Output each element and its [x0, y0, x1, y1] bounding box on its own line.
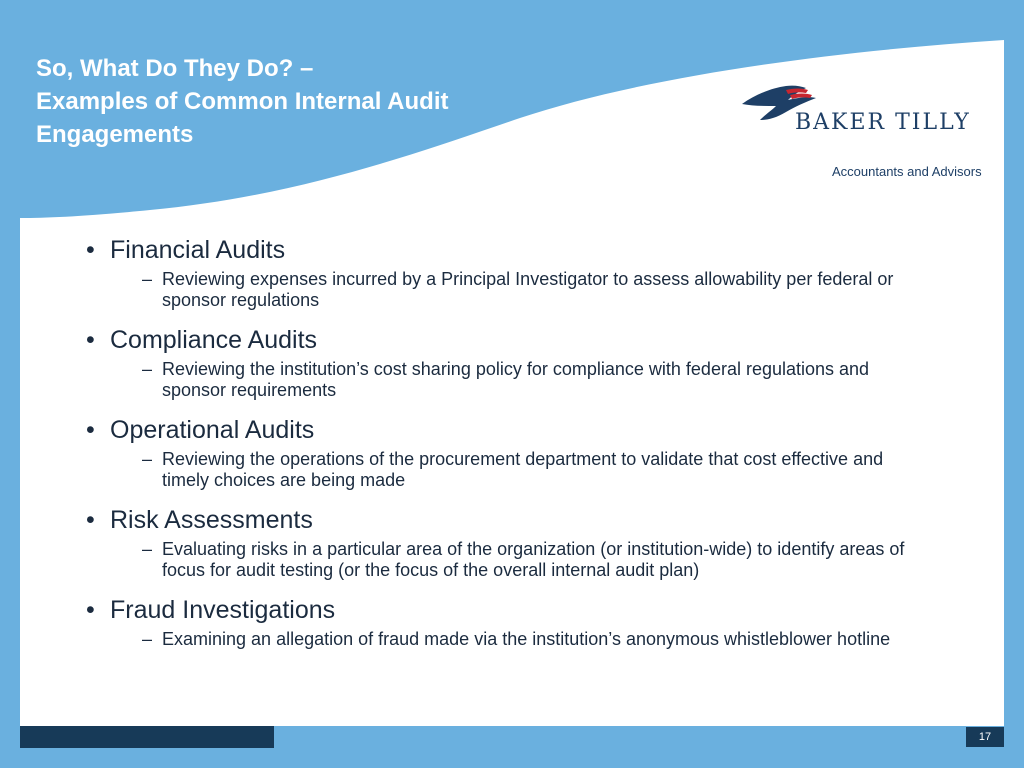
- bullet-label: Operational Audits: [110, 416, 315, 444]
- title-line-3: Engagements: [36, 121, 194, 148]
- slide-title: [36, 52, 556, 151]
- bullet-label: Financial Audits: [110, 236, 286, 264]
- dash-symbol: –: [142, 269, 153, 289]
- list-item: [86, 505, 926, 581]
- bullet-symbol: •: [86, 416, 95, 444]
- bullet-symbol: •: [86, 506, 95, 534]
- list-item: [86, 595, 926, 650]
- bullet-detail: Examining an allegation of fraud made via the institution’s anonymous whistleblower hotline: [162, 629, 891, 649]
- brand-name: BAKER TILLY: [795, 110, 971, 135]
- list-item: [86, 415, 926, 491]
- bullet-label: Risk Assessments: [110, 506, 313, 534]
- bullet-label: Compliance Audits: [110, 326, 318, 354]
- list-item: [86, 235, 926, 311]
- bullet-detail: Reviewing expenses incurred by a Principal Investigator to assess allowability per federal or sponsor regulations: [162, 269, 894, 310]
- title-line-2: Examples of Common Internal Audit: [36, 88, 449, 115]
- bullet-detail: Evaluating risks in a particular area of the organization (or institution-wide) to identify areas of focus for audit testing (or the focus of the overall internal audit plan): [162, 539, 905, 580]
- title-line-1: So, What Do They Do? –: [36, 55, 314, 82]
- bullet-label: Fraud Investigations: [110, 596, 336, 624]
- footer-dark-segment: [20, 726, 274, 748]
- page-number: 17: [966, 727, 1004, 747]
- list-item: [86, 325, 926, 401]
- dash-symbol: –: [142, 629, 153, 649]
- footer-light-segment: [274, 726, 1004, 748]
- bullet-symbol: •: [86, 596, 95, 624]
- brand-tagline: Accountants and Advisors: [832, 164, 982, 179]
- bullet-symbol: •: [86, 326, 95, 354]
- dash-symbol: –: [142, 449, 153, 469]
- dash-symbol: –: [142, 539, 153, 559]
- bullet-list: [86, 235, 926, 650]
- bullet-detail: Reviewing the institution’s cost sharing policy for compliance with federal regulations and sponsor requirements: [162, 359, 870, 400]
- bullet-detail: Reviewing the operations of the procurement department to validate that cost effective and timely choices are being made: [162, 449, 884, 490]
- bullet-symbol: •: [86, 236, 95, 264]
- dash-symbol: –: [142, 359, 153, 379]
- footer-bar: [20, 726, 1004, 748]
